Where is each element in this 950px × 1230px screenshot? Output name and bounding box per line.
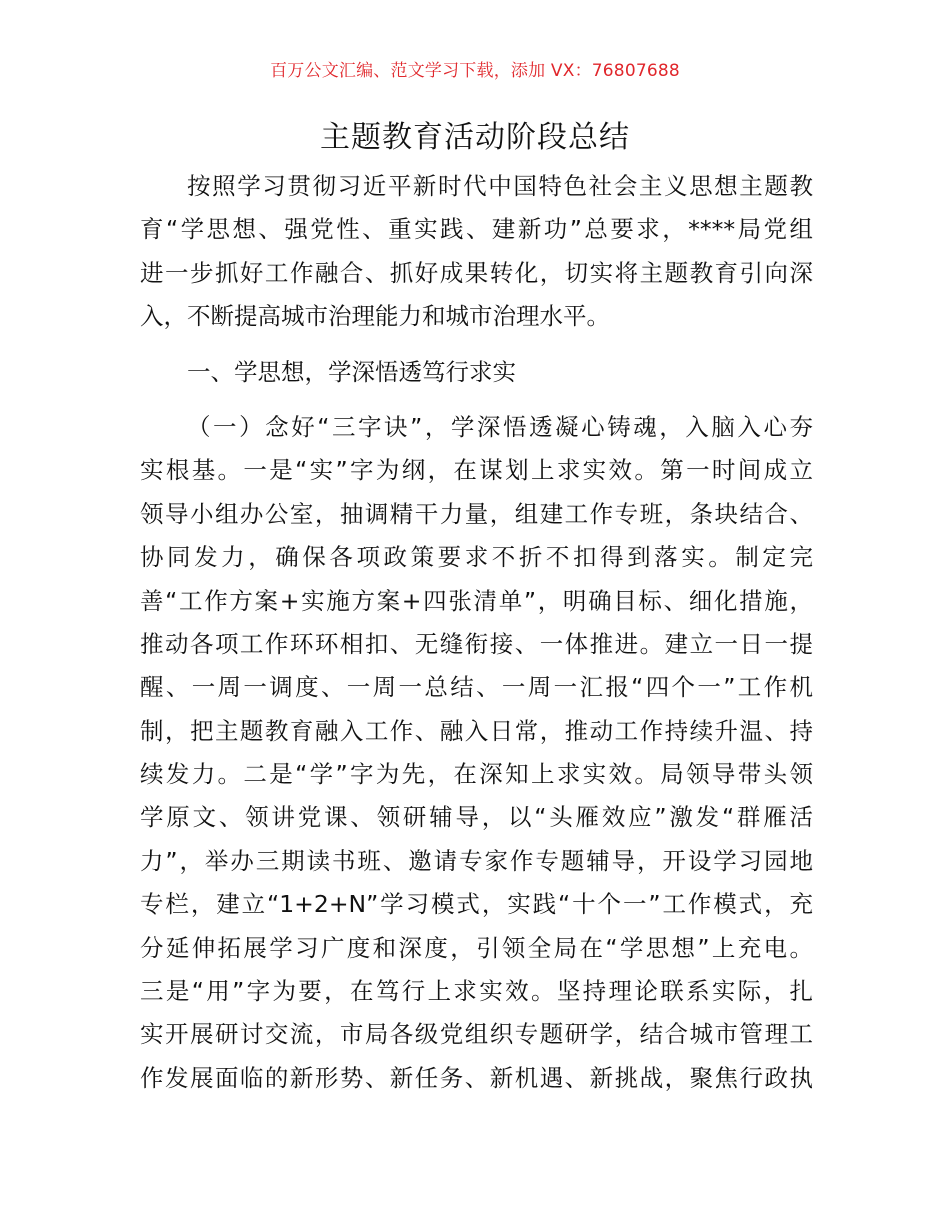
- document-title: 主题教育活动阶段总结: [320, 120, 630, 155]
- heading-line: 一、学思想，学深悟透笃行求实: [187, 357, 516, 386]
- paragraph-line: 制，把主题教育融入工作、融入日常，推动工作持续升温、持: [140, 716, 813, 745]
- paragraph-line: 按照学习贯彻习近平新时代中国特色社会主义思想主题教: [187, 172, 813, 200]
- paragraph-line: 专栏，建立“1+2+N”学习模式，实践“十个一”工作模式，充: [140, 890, 813, 919]
- section-heading: [140, 351, 813, 394]
- document-body: [140, 165, 813, 1100]
- paragraph-line: 入，不断提高城市治理能力和城市治理水平。: [140, 302, 610, 331]
- paragraph-line: 醒、一周一调度、一周一总结、一周一汇报“四个一”工作机: [140, 673, 813, 702]
- paragraph-line: 推动各项工作环环相扣、无缝衔接、一体推进。建立一日一提: [140, 629, 813, 658]
- paragraph-line: 作发展面临的新形势、新任务、新机遇、新挑战，聚焦行政执: [140, 1063, 813, 1092]
- paragraph-line: 力”，举办三期读书班、邀请专家作专题辅导，开设学习园地: [140, 846, 813, 875]
- paragraph-line: 协同发力，确保各项政策要求不折不扣得到落实。制定完: [140, 543, 813, 572]
- paragraph-line: 学原文、领讲党课、领研辅导，以“头雁效应”激发“群雁活: [140, 803, 813, 832]
- paragraph-line: 育“学思想、强党性、重实践、建新功”总要求，****局党组: [140, 215, 813, 244]
- paragraph-line: 领导小组办公室，抽调精干力量，组建工作专班，条块结合、: [140, 499, 813, 528]
- paragraph-line: （一）念好“三字诀”，学深悟透凝心铸魂，入脑入心夯: [187, 412, 813, 441]
- paragraph-section-1: [140, 406, 813, 1100]
- paragraph-line: 三是“用”字为要，在笃行上求实效。坚持理论联系实际，扎: [140, 977, 813, 1006]
- paragraph-line: 善“工作方案+实施方案+四张清单”，明确目标、细化措施，: [140, 586, 813, 615]
- paragraph-line: 分延伸拓展学习广度和深度，引领全局在“学思想”上充电。: [140, 933, 813, 962]
- paragraph-line: 实根基。一是“实”字为纲，在谋划上求实效。第一时间成立: [140, 456, 813, 485]
- paragraph-line: 进一步抓好工作融合、抓好成果转化，切实将主题教育引向深: [140, 258, 813, 287]
- watermark-banner: 百万公文汇编、范文学习下载，添加 VX：76807688: [270, 61, 680, 81]
- paragraph-line: 续发力。二是“学”字为先，在深知上求实效。局领导带头领: [140, 760, 813, 789]
- paragraph-line: 实开展研讨交流，市局各级党组织专题研学，结合城市管理工: [140, 1020, 813, 1049]
- paragraph-intro: [140, 165, 813, 339]
